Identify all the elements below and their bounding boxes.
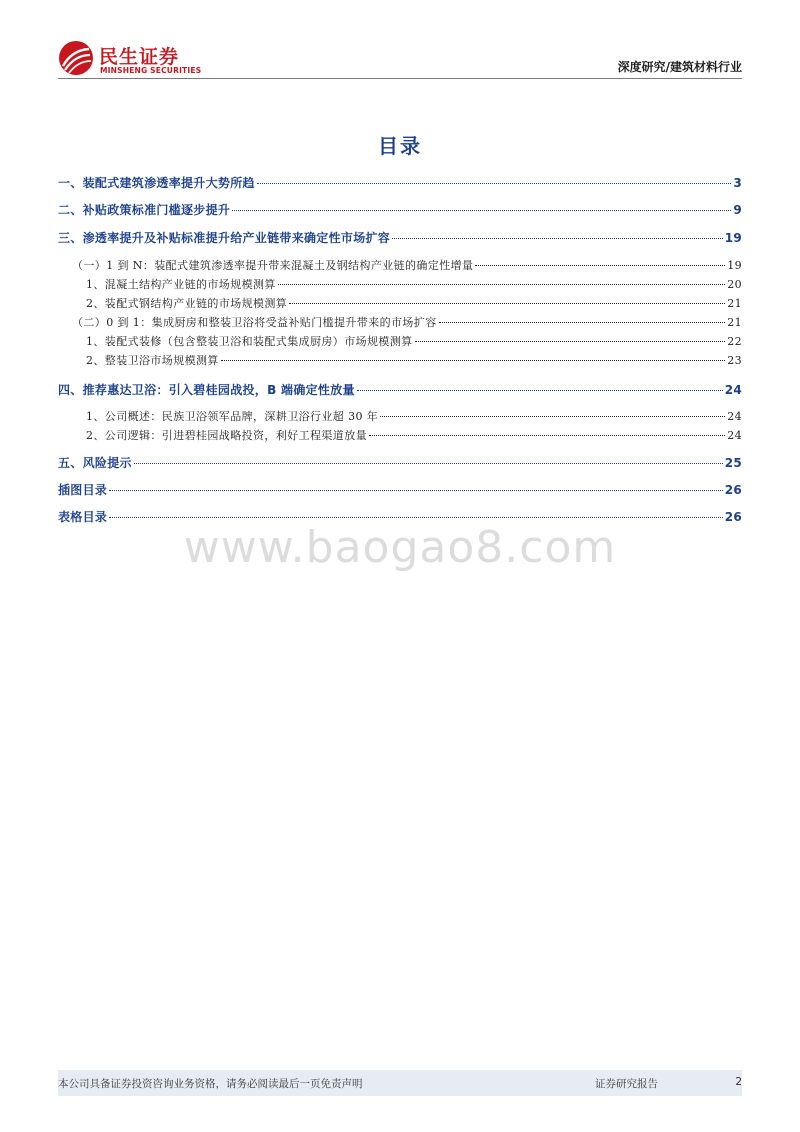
toc-entry-page: 19 xyxy=(727,259,742,272)
toc-leader-dots xyxy=(392,238,723,239)
toc-entry-label: 三、渗透率提升及补贴标准提升给产业链带来确定性市场扩容 xyxy=(58,231,391,245)
toc-entry-label: 1、公司概述：民族卫浴领军品牌，深耕卫浴行业超 30 年 xyxy=(86,410,379,423)
toc-leader-dots xyxy=(475,265,725,266)
page-number: 2 xyxy=(735,1076,742,1088)
report-type-label: 深度研究/建筑材料行业 xyxy=(617,60,742,74)
toc-leader-dots xyxy=(232,210,731,211)
toc-entry-label: 1、混凝土结构产业链的市场规模测算 xyxy=(86,278,276,291)
logo-english-name: MINSHENG SECURITIES xyxy=(100,66,202,75)
toc-entry[interactable] xyxy=(72,257,742,273)
toc-leader-dots xyxy=(369,435,725,436)
toc-entry-page: 21 xyxy=(727,316,742,329)
toc-entry[interactable] xyxy=(86,333,742,349)
toc-entry-label: 1、装配式装修（包含整装卫浴和装配式集成厨房）市场规模测算 xyxy=(86,335,413,348)
toc-leader-dots xyxy=(109,517,722,518)
toc-title: 目录 xyxy=(378,134,422,158)
toc-entry[interactable] xyxy=(58,454,742,471)
toc-entry-label: 表格目录 xyxy=(58,510,108,524)
toc-entry-page: 24 xyxy=(727,429,742,442)
toc-entry-label: （二）0 到 1：集成厨房和整装卫浴将受益补贴门槛提升带来的市场扩容 xyxy=(72,316,437,329)
minsheng-logo-icon xyxy=(58,40,94,76)
toc-entry-page: 25 xyxy=(724,456,742,470)
toc-entry-label: 2、装配式钢结构产业链的市场规模测算 xyxy=(86,297,288,310)
toc-leader-dots xyxy=(439,322,726,323)
toc-entry-label: 五、风险提示 xyxy=(58,456,132,470)
page-footer xyxy=(58,1070,742,1096)
toc-leader-dots xyxy=(357,390,723,391)
toc-entry-label: 四、推荐惠达卫浴：引入碧桂园战投，B 端确定性放量 xyxy=(58,383,355,397)
toc-entry-label: 2、整装卫浴市场规模测算 xyxy=(86,354,219,367)
toc-entry-page: 3 xyxy=(733,176,742,190)
logo-chinese-name: 民生证券 xyxy=(99,46,180,68)
toc-entry-page: 23 xyxy=(727,354,742,367)
toc-leader-dots xyxy=(221,360,725,361)
toc-leader-dots xyxy=(380,416,725,417)
toc-leader-dots xyxy=(415,341,726,342)
toc-entry[interactable] xyxy=(58,174,742,191)
toc-entry-label: 一、装配式建筑渗透率提升大势所趋 xyxy=(58,176,255,190)
header-divider xyxy=(58,78,742,79)
toc-entry-page: 24 xyxy=(727,410,742,423)
toc-leader-dots xyxy=(278,284,725,285)
toc-leader-dots xyxy=(257,183,732,184)
toc-leader-dots xyxy=(289,303,725,304)
toc-entry-label: 2、公司逻辑：引进碧桂园战略投资，利好工程渠道放量 xyxy=(86,429,367,442)
toc-entry-page: 26 xyxy=(724,483,742,497)
toc-entry[interactable] xyxy=(86,352,742,368)
toc-entry[interactable] xyxy=(58,229,742,246)
toc-entry-page: 9 xyxy=(733,203,742,217)
toc-leader-dots xyxy=(109,490,722,491)
toc-entry-label: （一）1 到 N：装配式建筑渗透率提升带来混凝土及钢结构产业链的确定性增量 xyxy=(72,259,474,272)
toc-entry-page: 21 xyxy=(727,297,742,310)
toc-entry[interactable] xyxy=(86,276,742,292)
footer-disclaimer: 本公司具备证券投资咨询业务资格，请务必阅读最后一页免责声明 xyxy=(58,1078,363,1090)
toc-entry[interactable] xyxy=(58,201,742,218)
toc-entry-page: 26 xyxy=(724,510,742,524)
toc-entry-label: 插图目录 xyxy=(58,483,108,497)
page-header xyxy=(0,0,800,84)
toc-entry[interactable] xyxy=(58,481,742,498)
toc-entry-label: 二、补贴政策标准门槛逐步提升 xyxy=(58,203,231,217)
toc-entry-page: 19 xyxy=(724,231,742,245)
watermark: www.baogao8.com xyxy=(183,522,617,573)
toc-entry[interactable] xyxy=(86,427,742,443)
toc-entry[interactable] xyxy=(72,314,742,330)
toc-entry-page: 24 xyxy=(724,383,742,397)
footer-doc-type: 证券研究报告 xyxy=(595,1078,658,1090)
toc-entry-page: 22 xyxy=(727,335,742,348)
toc-entry[interactable] xyxy=(58,381,742,398)
toc-entry[interactable] xyxy=(86,408,742,424)
toc-entry-page: 20 xyxy=(727,278,742,291)
toc-entry[interactable] xyxy=(86,295,742,311)
company-logo xyxy=(58,40,208,76)
toc-leader-dots xyxy=(134,463,723,464)
